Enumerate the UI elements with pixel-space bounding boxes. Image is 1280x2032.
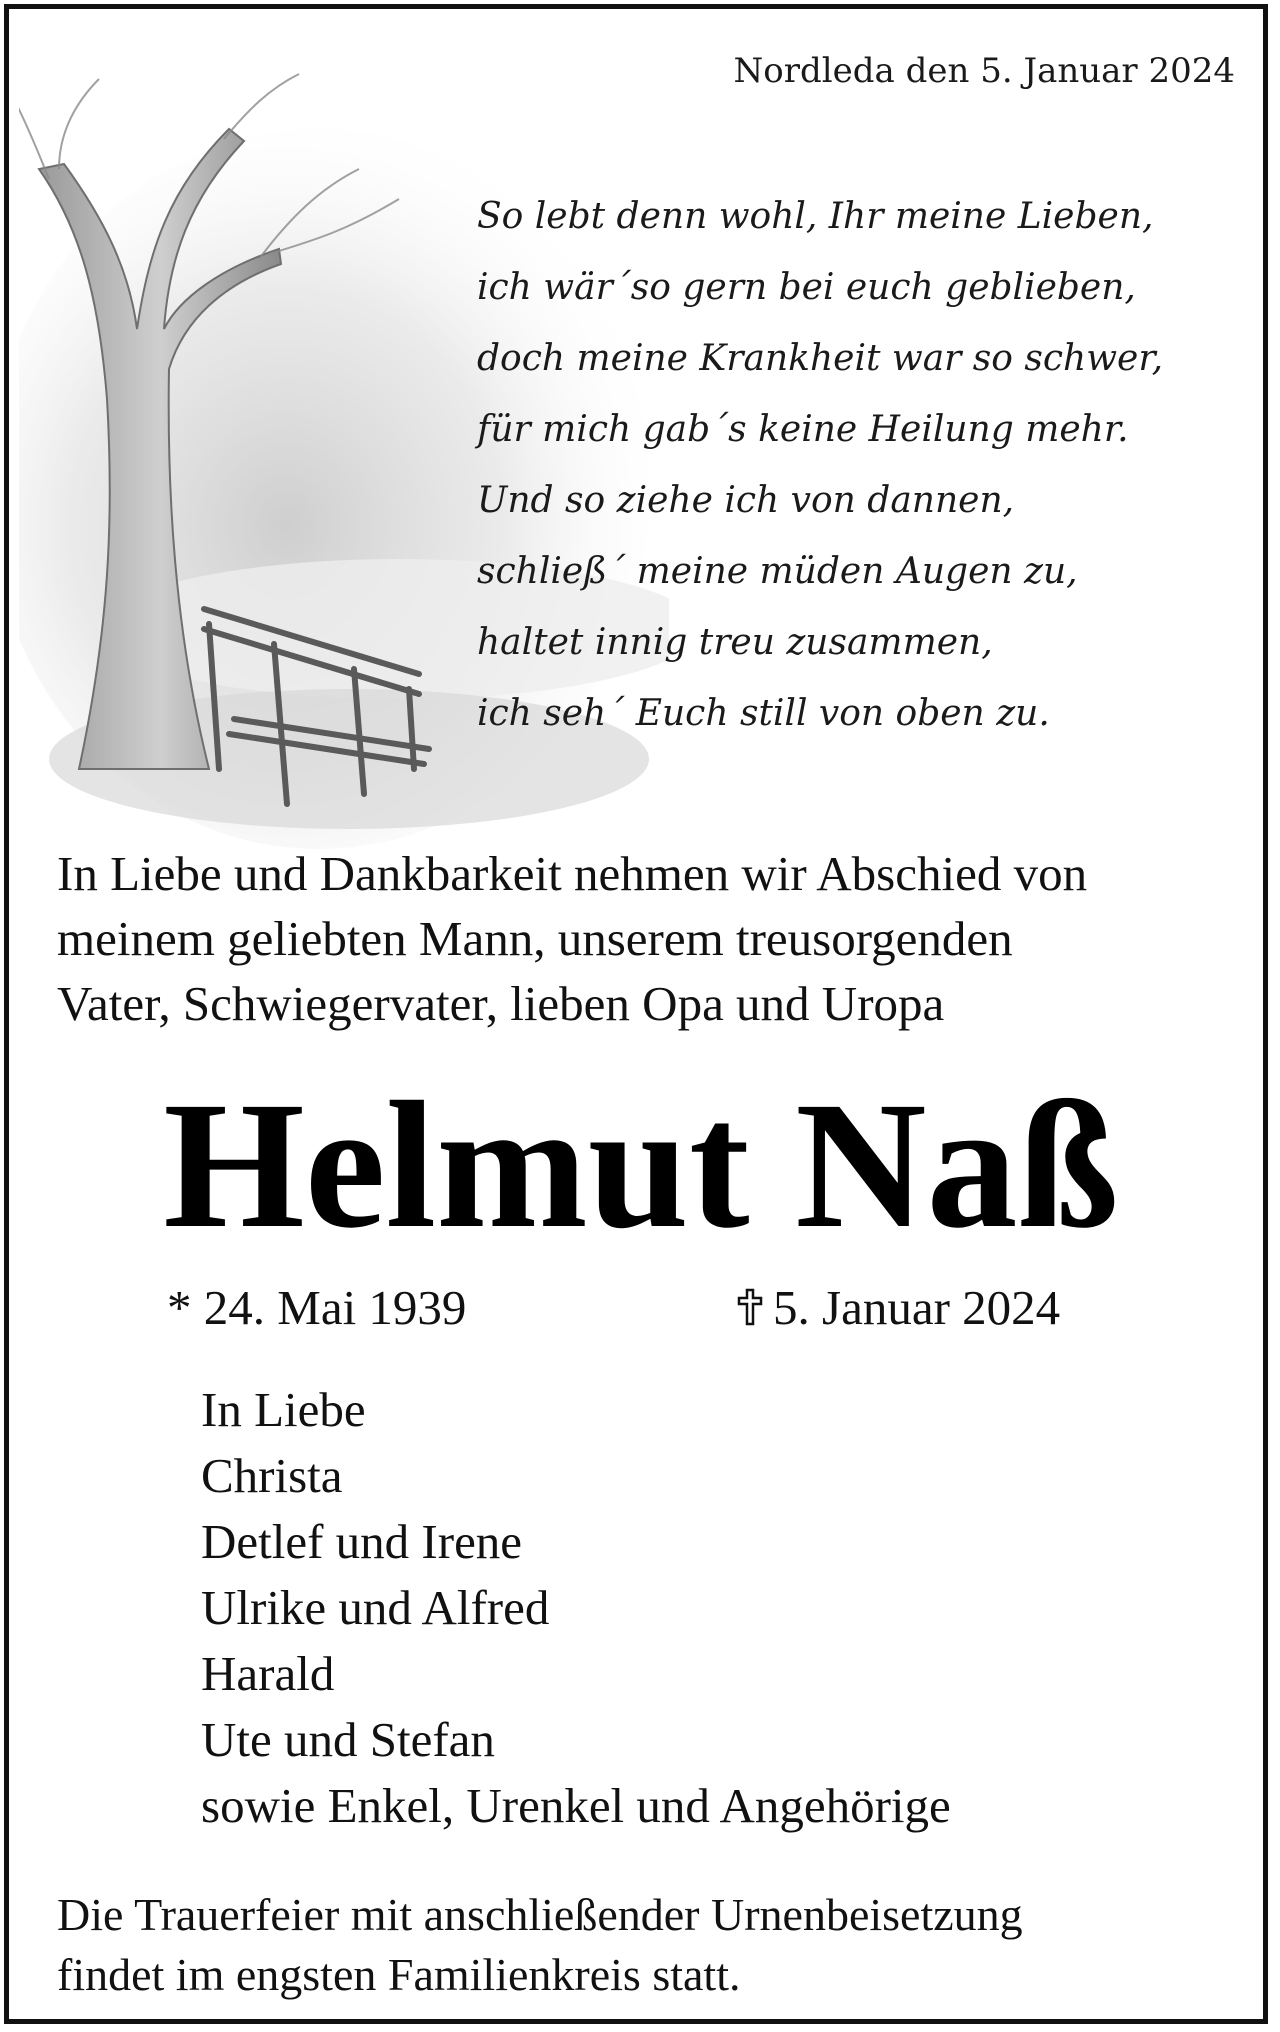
mourner-line: Ulrike und Alfred — [201, 1580, 550, 1635]
mourner-line: Detlef und Irene — [201, 1514, 523, 1569]
funeral-line: Die Trauerfeier mit anschließender Urnenbeisetzung — [57, 1889, 1023, 1940]
funeral-line: findet im engsten Familienkreis statt. — [57, 1949, 741, 2000]
deceased-name: Helmut Naß — [163, 1065, 1119, 1266]
poem-line: für mich gab´s keine Heilung mehr. — [477, 409, 1129, 450]
poem-line: ich seh´ Euch still von oben zu. — [477, 693, 1050, 734]
poem — [477, 181, 1163, 749]
place-and-date: Nordleda den 5. Januar 2024 — [733, 51, 1235, 91]
cross-icon — [737, 1288, 763, 1326]
mourner-line: Ute und Stefan — [201, 1712, 495, 1767]
mourners-list — [201, 1377, 951, 1839]
mourner-line: In Liebe — [201, 1382, 366, 1437]
funeral-notice — [57, 1885, 1023, 2005]
poem-line: doch meine Krankheit war so schwer, — [477, 338, 1164, 379]
death-date: 5. Januar 2024 — [773, 1280, 1061, 1335]
poem-line: Und so ziehe ich von dannen, — [477, 480, 1015, 521]
intro-line: Vater, Schwiegervater, lieben Opa und Uropa — [57, 976, 945, 1031]
poem-line: So lebt denn wohl, Ihr meine Lieben, — [477, 196, 1154, 237]
intro-line: meinem geliebten Mann, unserem treusorgenden — [57, 911, 1013, 966]
farewell-intro — [57, 841, 1087, 1036]
poem-line: schließ´ meine müden Augen zu, — [477, 551, 1078, 592]
death-date-block — [737, 1279, 1060, 1336]
mourner-line: sowie Enkel, Urenkel und Angehörige — [201, 1778, 951, 1833]
poem-line: haltet innig treu zusammen, — [477, 622, 993, 663]
birth-date: * 24. Mai 1939 — [167, 1280, 467, 1335]
obituary-notice — [4, 4, 1268, 2024]
intro-line: In Liebe und Dankbarkeit nehmen wir Abschied von — [57, 846, 1088, 901]
poem-line: ich wär´so gern bei euch geblieben, — [477, 267, 1136, 308]
mourner-line: Christa — [201, 1448, 343, 1503]
mourner-line: Harald — [201, 1646, 335, 1701]
